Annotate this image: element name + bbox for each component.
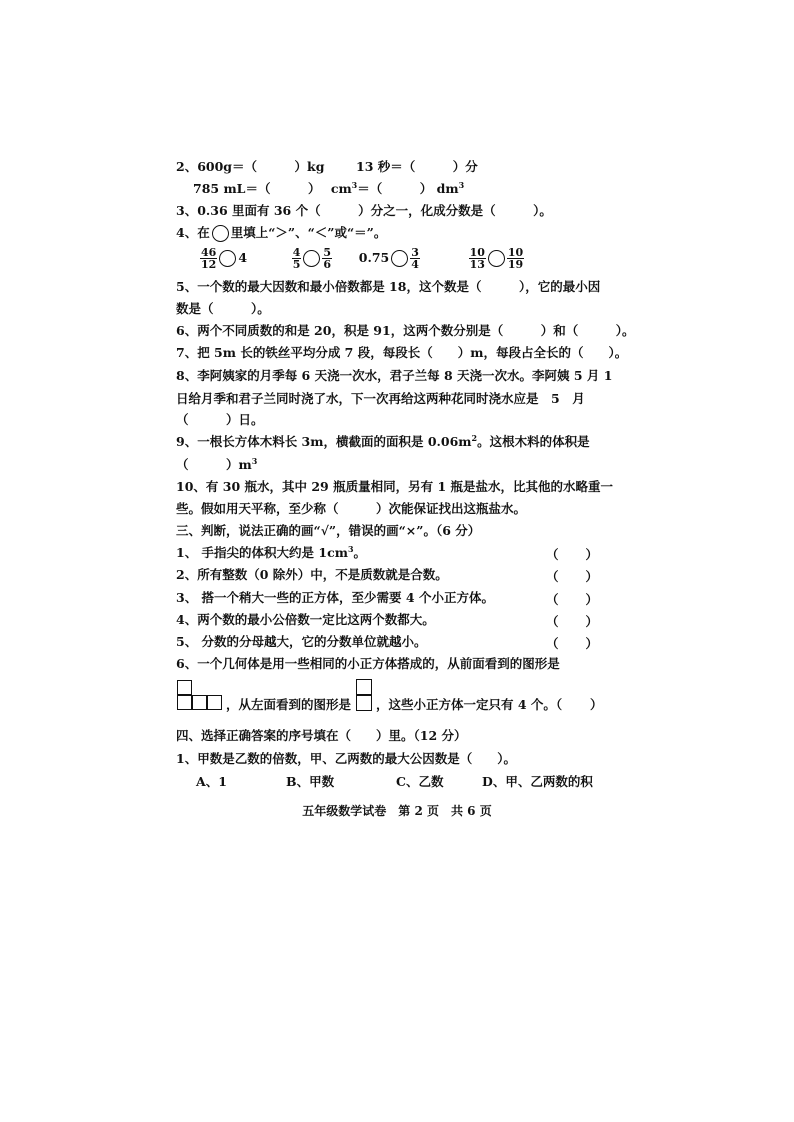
option-a: A、1 [196,774,227,789]
fraction: $\frac{10}{13}$ [469,246,485,271]
fraction: $\frac{3}{4}$ [411,246,419,271]
q4-comparisons: $\frac{46}{12}$ 4 $\frac{4}{5}$ $\frac{5}{6}$ 0.75 $\frac{3}{4}$ $\frac{10}{13}$ $\frac{10}{19}$ [201,246,524,271]
circle-icon [212,225,229,242]
q5-line1: 5、一个数的最大因数和最小倍数都是 18，这个数是（ ），它的最小因 [176,279,601,294]
answer-paren: （ ） [546,569,598,584]
judge-item-6: 6、一个几何体是用一些相同的小正方体搭成的，从前面看到的图形是 [176,656,560,671]
q9-line2: （ ）$m^3$ [176,455,258,472]
q2-line2: 785 mL＝（ ） $cm^3=$（ ） $dm^3$ [193,179,465,196]
answer-paren: （ ） [546,614,598,629]
page-footer: 五年级数学试卷 第 2 页 共 6 页 [302,804,492,818]
q8-line3: （ ）日。 [176,412,264,427]
q2-time-conversion: 13 秒＝（ ）分 [356,159,478,174]
circle-icon [219,250,236,267]
option-d: D、甲、乙两数的积 [482,774,593,789]
q4-instruction: 4、在 里填上“＞”、“＜”或“＝”。 [176,225,387,240]
q9-line1: 9、一根长方体木料长 3m，横截面的面积是 $0.06m^2$。这根木料的体积是 [176,432,590,449]
q6: 6、两个不同质数的和是 20，积是 91，这两个数分别是（ ）和（ ）。 [176,323,635,338]
circle-icon [391,250,408,267]
option-b: B、甲数 [286,774,335,789]
fraction: $\frac{46}{12}$ [201,246,217,271]
left-view-figure [356,679,372,711]
judge-item-3: 3、 搭一个稍大一些的正方体，至少需要 4 个小正方体。 [176,590,494,605]
judge-item-1: 1、 手指尖的体积大约是 $1cm^3$。 [176,543,367,560]
judge-item-2: 2、所有整数（0 除外）中，不是质数就是合数。 [176,567,448,582]
answer-paren: （ ） [546,636,598,651]
q5-line2: 数是（ ）。 [176,301,270,316]
front-view-figure [177,680,222,710]
choice-q1: 1、甲数是乙数的倍数，甲、乙两数的最大公因数是（ ）。 [176,751,516,766]
answer-paren: （ ） [546,547,598,562]
fraction: $\frac{10}{19}$ [507,246,524,271]
answer-paren: （ ） [546,592,598,607]
q7: 7、把 5m 长的铁丝平均分成 7 段，每段长（ ）m，每段占全长的（ ）。 [176,345,628,360]
circle-icon [488,250,505,267]
option-c: C、乙数 [396,774,444,789]
q8-line1: 8、李阿姨家的月季每 6 天浇一次水，君子兰每 8 天浇一次水。李阿姨 5 月 1 [176,368,613,383]
circle-icon [303,250,320,267]
q8-line2: 日给月季和君子兰同时浇了水，下一次再给这两种花同时浇水应是 5 月 [176,391,585,406]
q3: 3、0.36 里面有 36 个（ ）分之一，化成分数是（ ）。 [176,203,552,218]
answer-paren-close: ） [590,697,603,712]
q2-mass-conversion: 2、600g＝（ ）kg [176,159,325,174]
section4-title: 四、选择正确答案的序号填在（ ）里。（12 分） [176,728,467,743]
judge-item-5: 5、 分数的分母越大，它的分数单位就越小。 [176,634,427,649]
section3-title: 三、判断，说法正确的画“√”，错误的画“×”。（6 分） [176,523,481,538]
fraction: $\frac{4}{5}$ [292,246,301,271]
judge-item-4: 4、两个数的最小公倍数一定比这两个数都大。 [176,612,435,627]
q10-line1: 10、有 30 瓶水，其中 29 瓶质量相同，另有 1 瓶是盐水，比其他的水略重一 [176,479,613,494]
fraction: $\frac{5}{6}$ [323,246,332,271]
judge-item-6-text: ，从左面看到的图形是 [226,697,352,712]
q10-line2: 些。假如用天平称，至少称（ ）次能保证找出这瓶盐水。 [176,501,527,516]
q2-line1 [176,159,324,175]
judge-item-6-text-end: ，这些小正方体一定只有 4 个。（ [376,697,563,712]
